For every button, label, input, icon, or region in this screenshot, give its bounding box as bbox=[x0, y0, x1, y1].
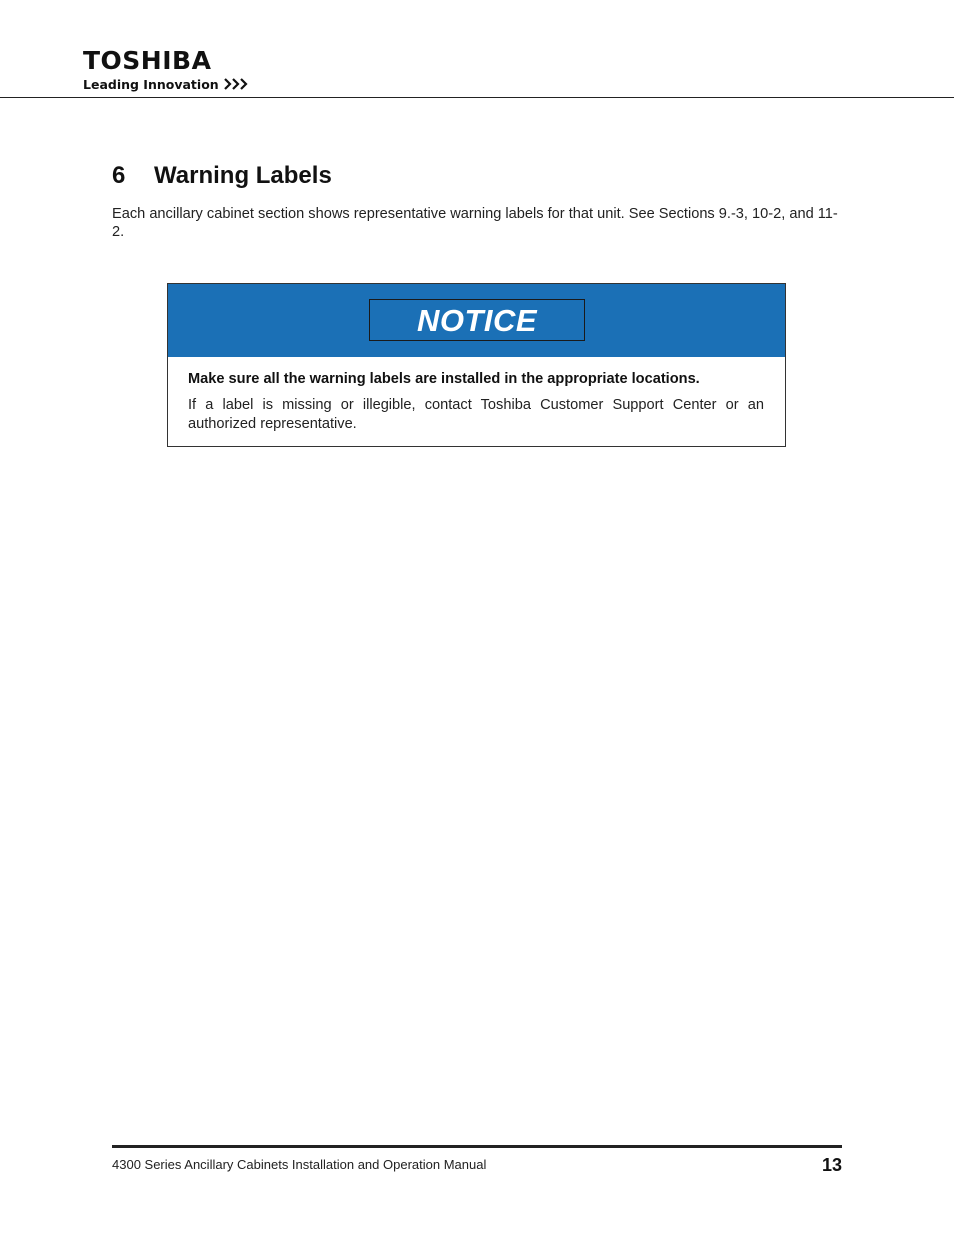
notice-banner bbox=[168, 284, 785, 357]
footer-divider bbox=[112, 1145, 842, 1148]
page-number: 13 bbox=[821, 1155, 842, 1175]
notice-body-text: If a label is missing or illegible, contact Toshiba Customer Support Center or an authorized representative. bbox=[188, 397, 764, 432]
notice-box bbox=[167, 283, 786, 447]
intro-paragraph: Each ancillary cabinet section shows representative warning labels for that unit. See Sections 9.-3, 10-2, and 11-2. bbox=[112, 206, 838, 240]
section-heading bbox=[112, 162, 332, 191]
header-divider bbox=[0, 97, 954, 98]
chevrons-right-icon bbox=[224, 78, 248, 93]
logo-tagline bbox=[83, 78, 248, 93]
section-title: Warning Labels bbox=[154, 162, 332, 189]
logo-wordmark: TOSHIBA bbox=[83, 46, 212, 75]
notice-label-frame bbox=[369, 299, 585, 341]
notice-body bbox=[188, 370, 764, 434]
section-number: 6 bbox=[112, 162, 126, 189]
tagline-text: Leading Innovation bbox=[83, 77, 219, 92]
footer-manual-title: 4300 Series Ancillary Cabinets Installation and Operation Manual bbox=[112, 1157, 487, 1172]
notice-label: NOTICE bbox=[416, 302, 538, 338]
notice-bold-text: Make sure all the warning labels are installed in the appropriate locations. bbox=[188, 371, 700, 387]
